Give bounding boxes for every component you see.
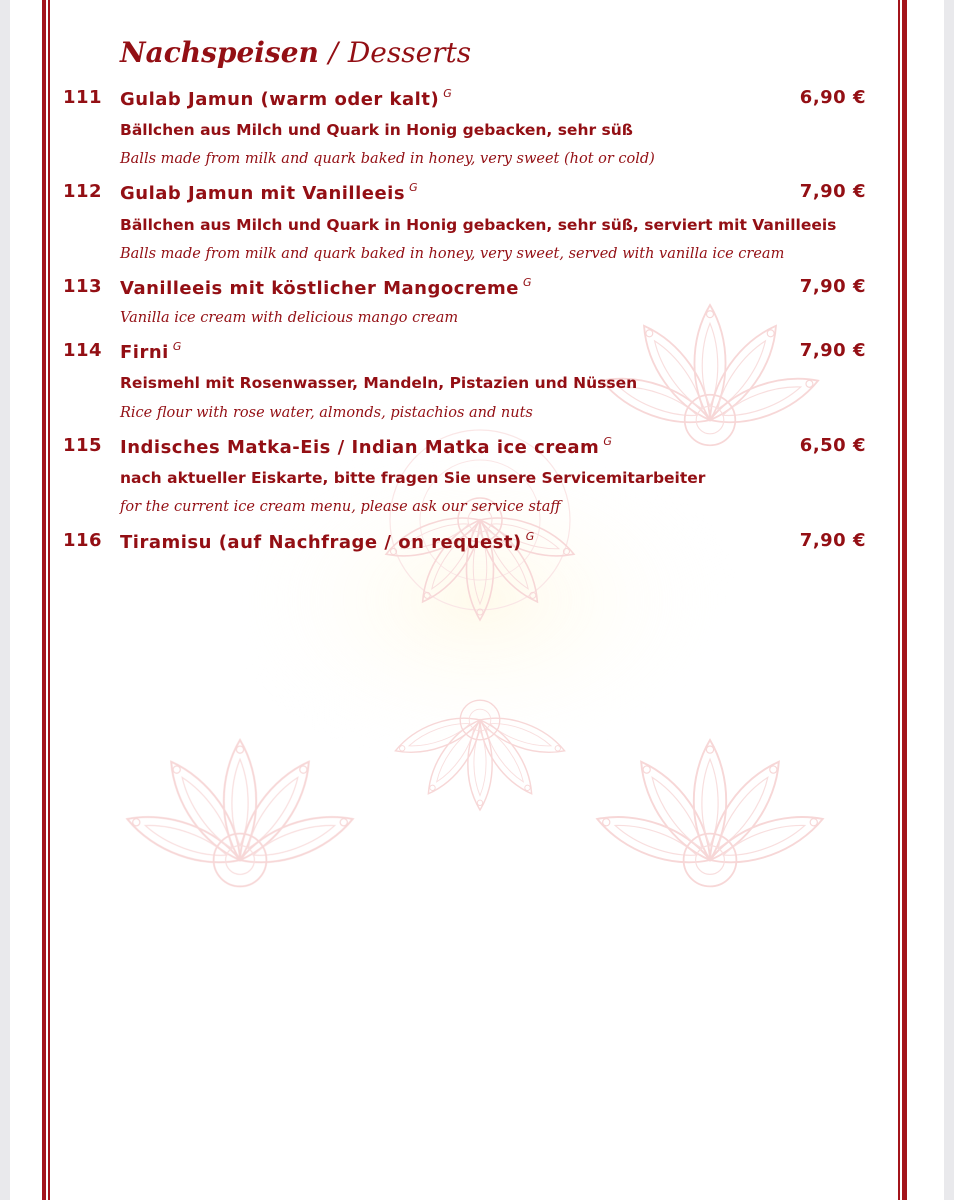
- item-price: 6,90 €: [799, 87, 866, 108]
- allergen-marker: G: [522, 276, 533, 289]
- item-description-german: Reismehl mit Rosenwasser, Mandeln, Pistazien und Nüssen: [120, 374, 638, 392]
- item-name: Tiramisu (auf Nachfrage / on request) $^G$: [120, 530, 535, 553]
- item-number: 114: [63, 340, 103, 361]
- item-price: 7,90 €: [799, 181, 866, 202]
- item-description-english: Rice flour with rose water, almonds, pistachios and nuts: [120, 405, 533, 421]
- item-number: 116: [63, 530, 103, 551]
- menu-item: [10, 181, 944, 211]
- item-description-english: Vanilla ice cream with delicious mango cream: [120, 310, 459, 326]
- item-description-english: Balls made from milk and quark baked in honey, very sweet (hot or cold): [120, 151, 655, 167]
- allergen-marker: G: [525, 530, 535, 543]
- item-number: 115: [63, 435, 103, 456]
- item-price: 6,50 €: [799, 435, 866, 456]
- page-title: [120, 36, 471, 69]
- menu-item: [10, 435, 944, 465]
- item-description-english: for the current ice cream menu, please ask our service staff: [120, 499, 561, 515]
- item-description-english: Balls made from milk and quark baked in honey, very sweet, served with vanilla ice cream: [120, 246, 785, 262]
- allergen-marker: G: [603, 435, 613, 448]
- title-german: Nachspeisen: [120, 36, 319, 69]
- item-name: Gulab Jamun mit Vanilleeis $^G$: [120, 181, 419, 204]
- menu-item: [10, 87, 944, 117]
- allergen-marker: G: [172, 340, 182, 353]
- item-description-german: Bällchen aus Milch und Quark in Honig gebacken, sehr süß: [120, 121, 633, 139]
- menu-item: [10, 276, 944, 306]
- item-price: 7,90 €: [799, 530, 866, 551]
- item-price: 7,90 €: [799, 276, 866, 297]
- item-name: Vanilleeis mit köstlicher Mangocreme $^G$: [120, 276, 533, 299]
- menu-item: [10, 530, 944, 560]
- title-english: Desserts: [347, 36, 472, 69]
- menu-item: [10, 340, 944, 370]
- item-description-german: Bällchen aus Milch und Quark in Honig gebacken, sehr süß, serviert mit Vanilleeis: [120, 216, 837, 234]
- title-separator: /: [328, 36, 339, 69]
- item-name: Gulab Jamun (warm oder kalt) $^G$: [120, 87, 453, 110]
- allergen-marker: G: [409, 181, 419, 194]
- item-price: 7,90 €: [799, 340, 866, 361]
- item-name: Indisches Matka-Eis / Indian Matka ice cream $^G$: [120, 435, 613, 458]
- item-description-german: nach aktueller Eiskarte, bitte fragen Sie unsere Servicemitarbeiter: [120, 469, 706, 487]
- allergen-marker: G: [443, 87, 453, 100]
- menu-page: [10, 0, 944, 1200]
- item-number: 112: [63, 181, 103, 202]
- item-number: 111: [63, 87, 103, 108]
- item-number: 113: [63, 276, 103, 297]
- item-name: Firni $^G$: [120, 340, 182, 363]
- menu-content: [10, 0, 944, 1200]
